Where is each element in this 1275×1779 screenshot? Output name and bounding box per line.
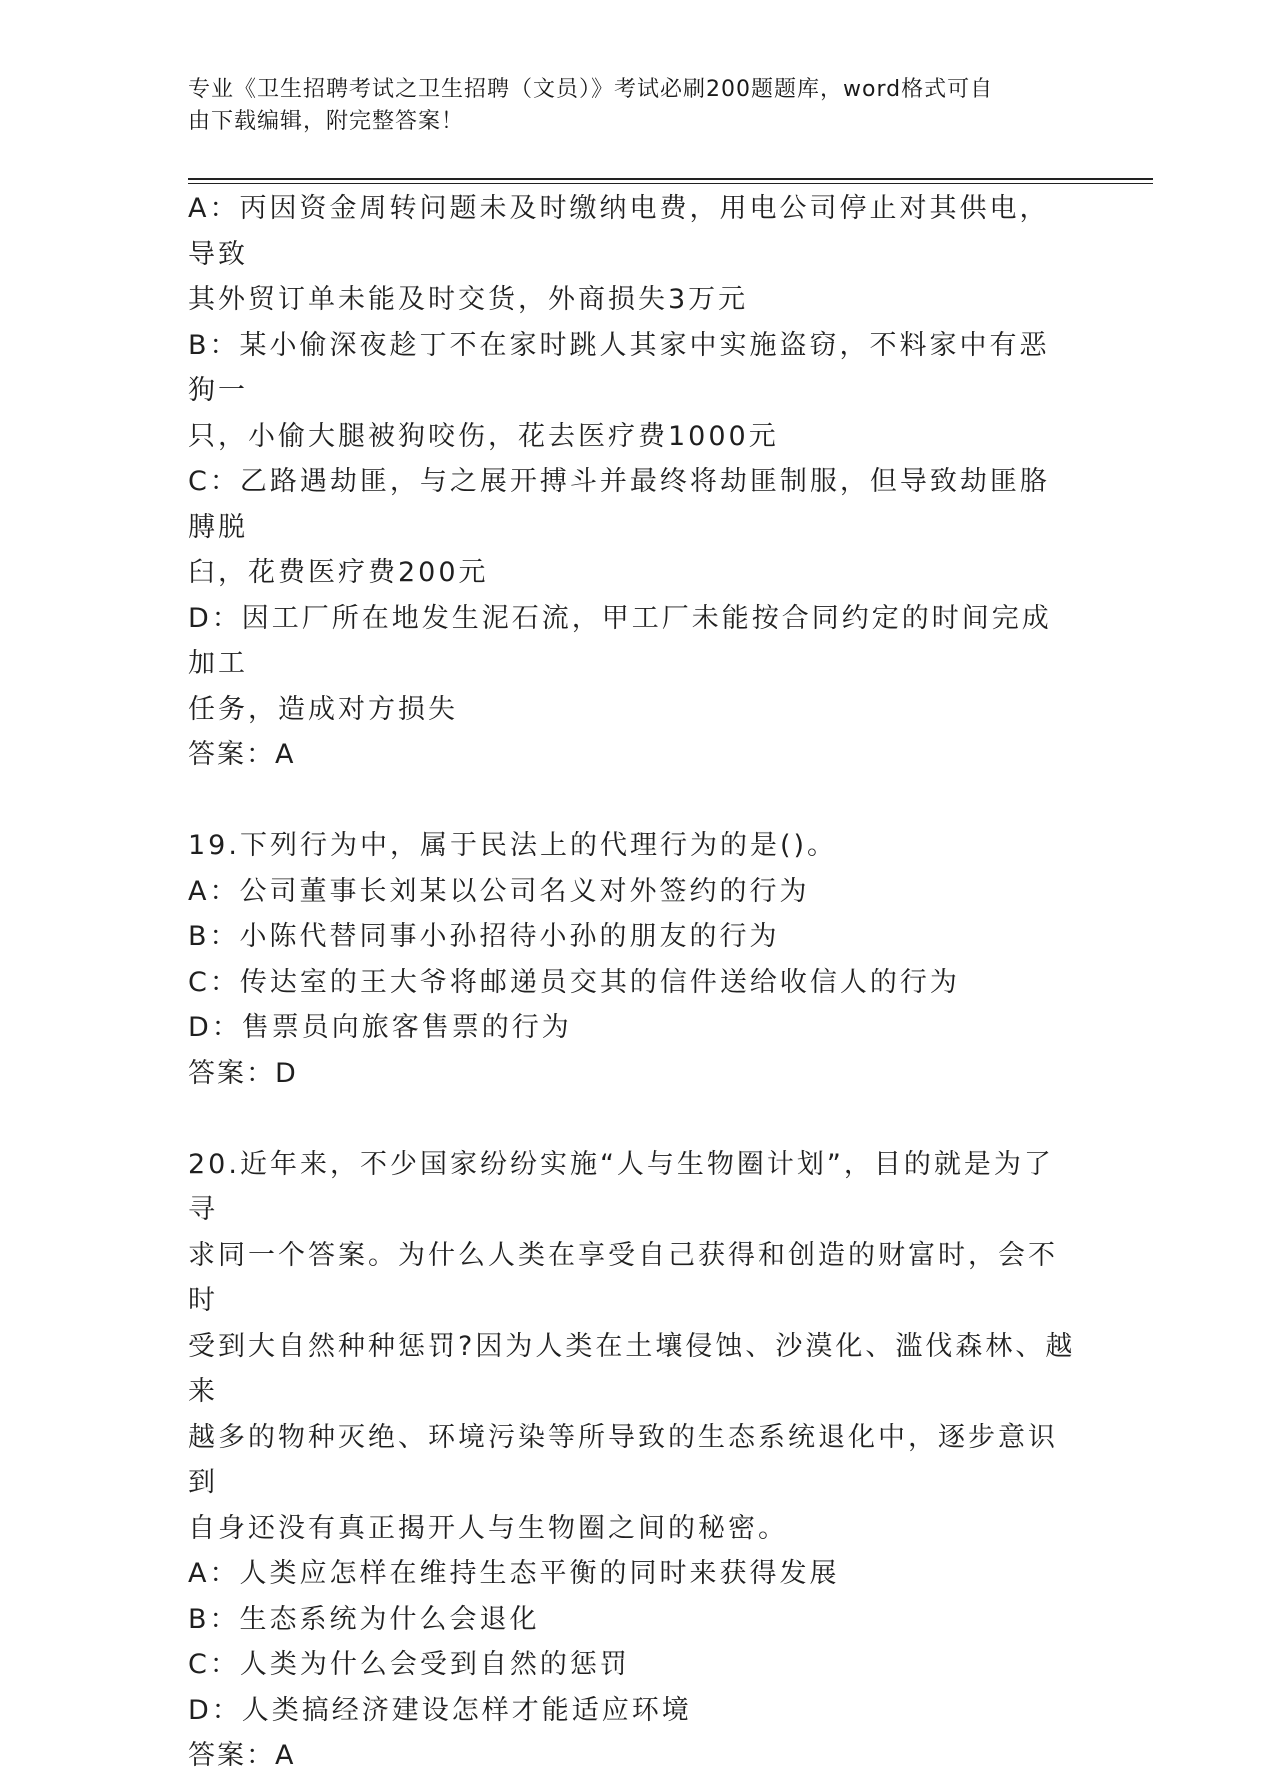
q19-option-a: A：公司董事长刘某以公司名义对外签约的行为 [188, 875, 810, 907]
q20-question-line-1: 20.近年来，不少国家纷纷实施“人与生物圈计划”，目的就是为了寻 [188, 1148, 1054, 1225]
q18-answer: 答案：A [188, 739, 296, 770]
q18-option-b-line-2: 只，小偷大腿被狗咬伤，花去医疗费1000元 [188, 420, 779, 452]
q18-option-a [188, 186, 1078, 323]
header-divider-thick [188, 178, 1153, 180]
q19-answer: 答案：D [188, 1057, 298, 1089]
q18-option-c-line-1: C：乙路遇劫匪，与之展开搏斗并最终将劫匪制服，但导致劫匪胳膊脱 [188, 466, 1050, 543]
question-20 [188, 1142, 1078, 1779]
q20-question-line-3: 受到大自然种种惩罚?因为人类在土壤侵蚀、沙漠化、滥伐森林、越来 [188, 1330, 1076, 1407]
q18-option-d [188, 596, 1078, 733]
q19-option-d: D：售票员向旅客售票的行为 [188, 1012, 572, 1043]
document-header [188, 74, 1068, 138]
q20-answer: 答案：A [188, 1740, 296, 1771]
question-19 [188, 823, 1078, 1096]
q19-option-b: B：小陈代替同事小孙招待小孙的朋友的行为 [188, 921, 780, 952]
q20-question-line-5: 自身还没有真正揭开人与生物圈之间的秘密。 [188, 1512, 788, 1544]
q18-option-c [188, 459, 1078, 596]
q20-option-a: A：人类应怎样在维持生态平衡的同时来获得发展 [188, 1558, 840, 1589]
header-line-1: 专业《卫生招聘考试之卫生招聘（文员）》考试必刷200题题库，word格式可自 [188, 77, 994, 102]
q20-option-c: C：人类为什么会受到自然的惩罚 [188, 1649, 630, 1680]
q19-question: 19.下列行为中，属于民法上的代理行为的是()。 [188, 830, 838, 861]
question-18 [188, 186, 1078, 778]
q18-option-c-line-2: 臼，花费医疗费200元 [188, 557, 489, 588]
q18-option-b [188, 323, 1078, 460]
header-divider-thin [188, 183, 1153, 184]
q20-question-line-2: 求同一个答案。为什么人类在享受自己获得和创造的财富时，会不时 [188, 1239, 1058, 1316]
header-line-2: 由下载编辑，附完整答案！ [188, 109, 465, 134]
q20-question-line-4: 越多的物种灭绝、环境污染等所导致的生态系统退化中，逐步意识到 [188, 1421, 1058, 1498]
document-body [188, 186, 1078, 1779]
q20-option-b: B：生态系统为什么会退化 [188, 1603, 540, 1635]
q18-option-b-line-1: B：某小偷深夜趁丁不在家时跳人其家中实施盗窃，不料家中有恶狗一 [188, 329, 1050, 406]
q18-option-a-line-2: 其外贸订单未能及时交货，外商损失3万元 [188, 284, 749, 315]
q18-option-d-line-2: 任务，造成对方损失 [188, 693, 458, 725]
q20-option-d: D：人类搞经济建设怎样才能适应环境 [188, 1694, 692, 1726]
q18-option-a-line-1: A：丙因资金周转问题未及时缴纳电费，用电公司停止对其供电，导致 [188, 193, 1050, 270]
spacer [188, 778, 1078, 824]
spacer [188, 1096, 1078, 1142]
q19-option-c: C：传达室的王大爷将邮递员交其的信件送给收信人的行为 [188, 966, 960, 998]
q18-option-d-line-1: D：因工厂所在地发生泥石流，甲工厂未能按合同约定的时间完成加工 [188, 602, 1052, 679]
